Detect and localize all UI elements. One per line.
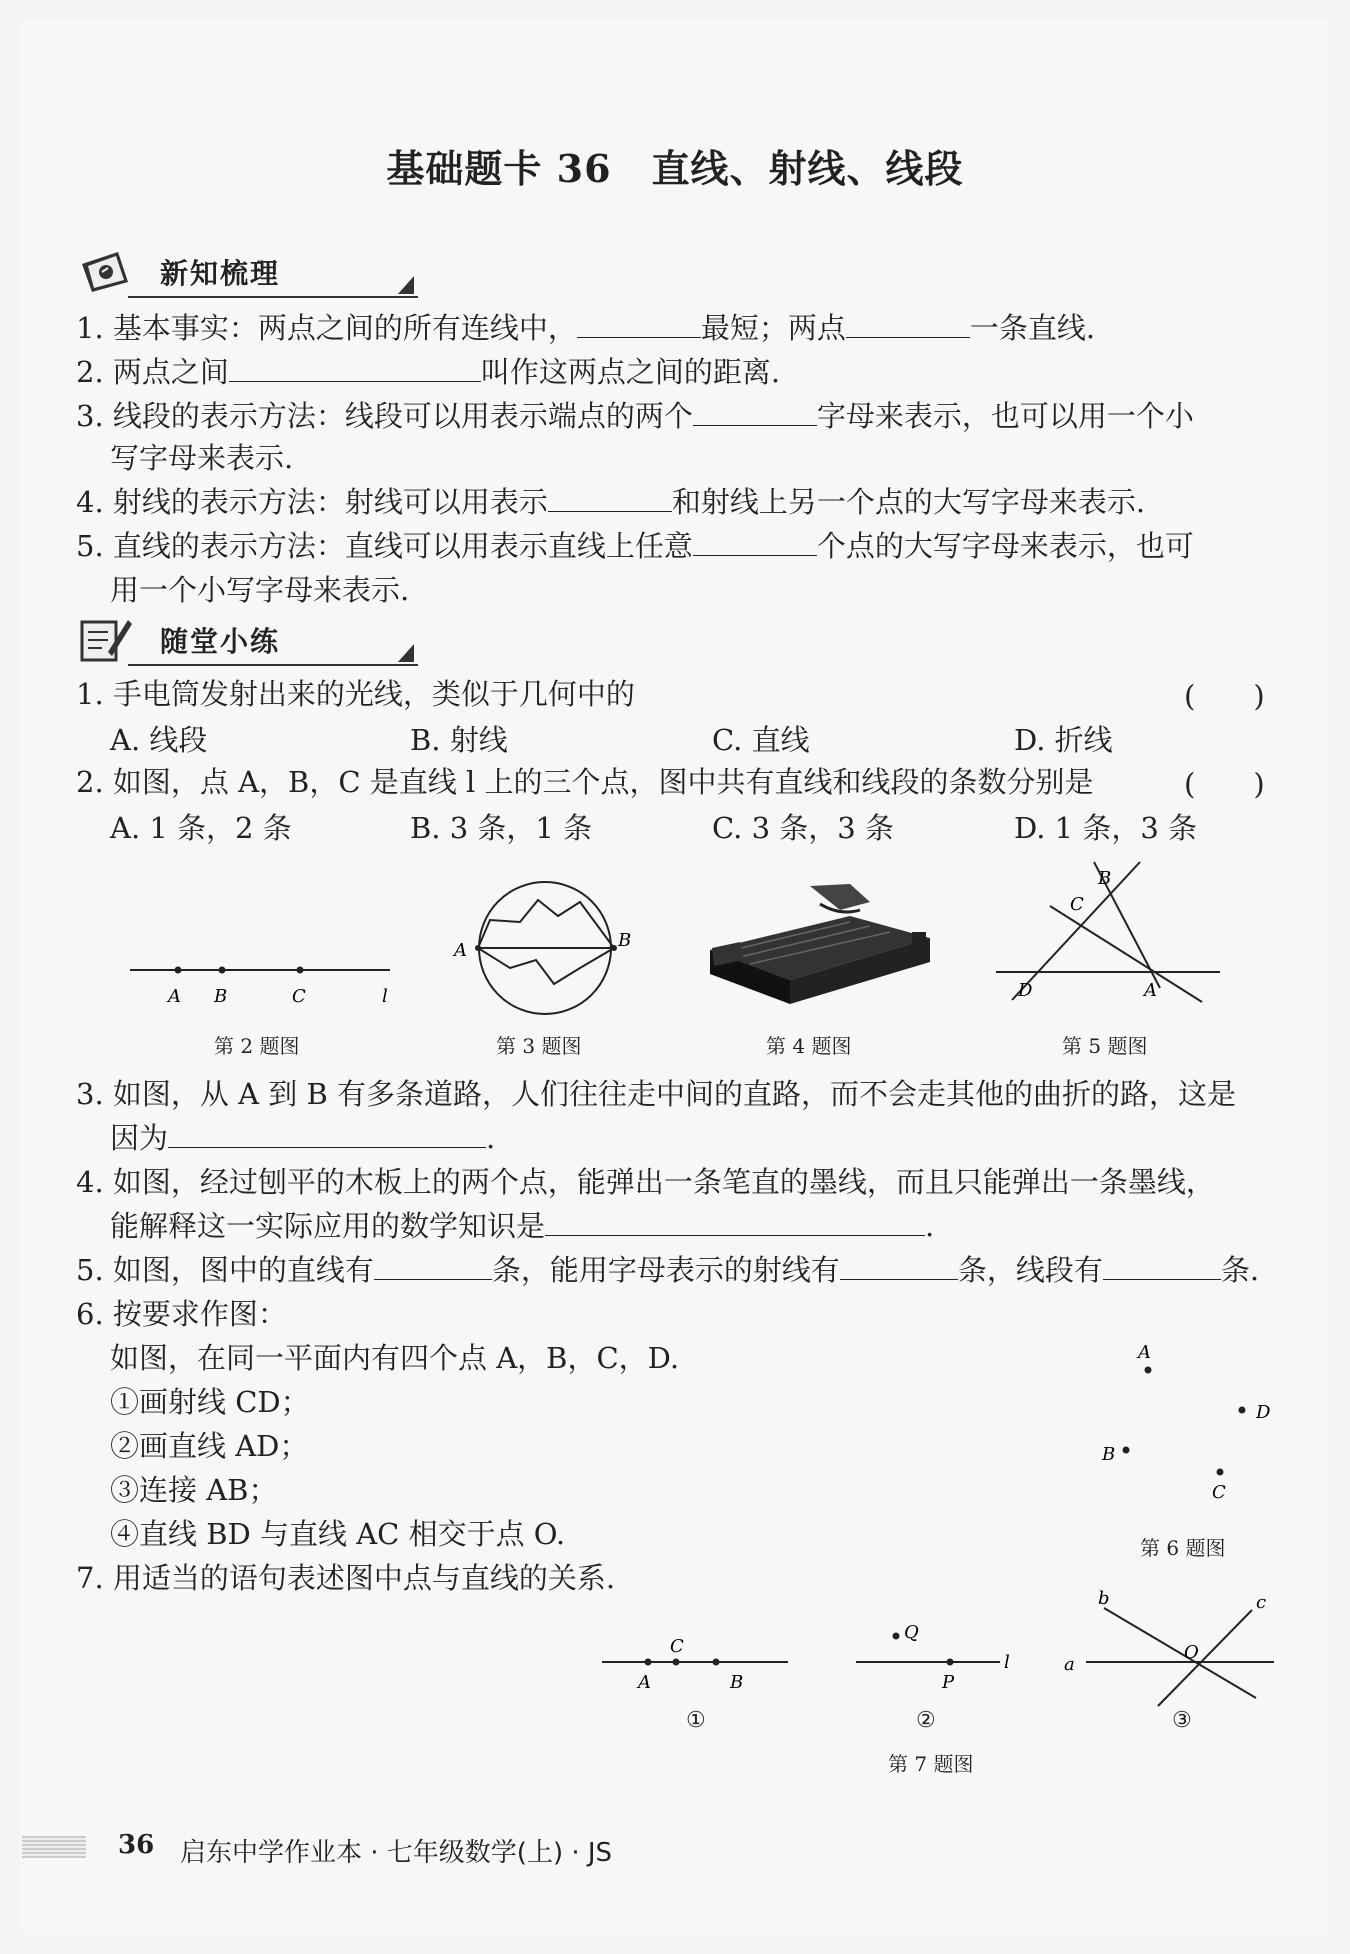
question-6-title: 6. 按要求作图： (76, 1297, 287, 1331)
svg-text:A: A (1144, 980, 1157, 1001)
knowledge-item-4: 4. 射线的表示方法：射线可以用表示 和射线上另一个点的大写字母来表示. (76, 485, 1146, 519)
option-a: A. 线段 (110, 723, 208, 757)
option-b: B. 3 条，1 条 (410, 811, 593, 845)
question-3-line-1: 3. 如图，从 A 到 B 有多条道路，人们往往走中间的直路，而不会走其他的曲折的路，这是 (76, 1077, 1237, 1111)
section-label: 随堂小练 (160, 625, 281, 658)
option-b: B. 射线 (410, 723, 508, 757)
question-6-step-3: ③连接 AB； (110, 1473, 278, 1507)
svg-text:B: B (618, 930, 632, 951)
knowledge-item-2: 2. 两点之间 叫作这两点之间的距离. (76, 355, 781, 389)
figure-7-label-2: ② (916, 1708, 936, 1733)
figure-7-label-3: ③ (1172, 1708, 1192, 1733)
option-c: C. 3 条，3 条 (712, 811, 894, 845)
option-a: A. 1 条，2 条 (110, 811, 292, 845)
question-6-step-1: ①画射线 CD； (110, 1385, 310, 1419)
footer-title: 启东中学作业本 · 七年级数学(上) · JS (180, 1838, 613, 1868)
svg-text:Q: Q (904, 1622, 919, 1643)
option-d: D. 折线 (1014, 723, 1113, 757)
section-label: 新知梳理 (160, 257, 281, 290)
publisher-logo (22, 1836, 86, 1858)
figure-2-line (120, 940, 400, 1010)
figure-6-caption: 第 6 题图 (1140, 1536, 1226, 1560)
triangle-marker (398, 644, 414, 662)
svg-text:A: A (168, 986, 181, 1007)
svg-text:A: A (454, 940, 467, 961)
figure-7-label-1: ① (686, 1708, 706, 1733)
svg-text:c: c (1256, 1592, 1267, 1613)
figure-6-points (1090, 1334, 1290, 1514)
figure-7-2 (850, 1610, 1020, 1700)
question-4-line-1: 4. 如图，经过刨平的木板上的两个点，能弹出一条笔直的墨线，而且只能弹出一条墨线， (76, 1165, 1215, 1199)
svg-text:a: a (1064, 1654, 1075, 1675)
question-5: 5. 如图，图中的直线有 条，能用字母表示的射线有 条，线段有 条. (76, 1253, 1260, 1287)
option-d: D. 1 条，3 条 (1014, 811, 1197, 845)
svg-text:l: l (1004, 1652, 1010, 1673)
divider (128, 296, 418, 298)
figure-5-caption: 第 5 题图 (1062, 1034, 1148, 1058)
notebook-icon (78, 246, 134, 296)
question-3-line-2: 因为 . (110, 1121, 496, 1155)
knowledge-item-3: 3. 线段的表示方法：线段可以用表示端点的两个 字母来表示，也可以用一个小 (76, 399, 1194, 433)
question-1-stem: 1. 手电筒发射出来的光线，类似于几何中的 (76, 677, 635, 711)
title-main: 基础题卡 36 (386, 146, 612, 191)
svg-text:A: A (638, 1672, 651, 1693)
section-header-practice (78, 614, 408, 666)
knowledge-item-5: 5. 直线的表示方法：直线可以用表示直线上任意 个点的大写字母来表示，也可 (76, 529, 1194, 563)
figure-4-caption: 第 4 题图 (766, 1034, 852, 1058)
question-7: 7. 用适当的语句表述图中点与直线的关系. (76, 1561, 616, 1595)
section-header-new-knowledge (78, 246, 408, 298)
question-2-stem: 2. 如图，点 A，B，C 是直线 l 上的三个点，图中共有直线和线段的条数分别是 (76, 765, 1094, 799)
svg-text:A: A (1138, 1342, 1151, 1363)
question-6-desc: 如图，在同一平面内有四个点 A，B，C，D. (110, 1341, 680, 1375)
svg-text:O: O (1184, 1642, 1199, 1663)
figure-2-caption: 第 2 题图 (214, 1034, 300, 1058)
question-4-line-2: 能解释这一实际应用的数学知识是 . (110, 1209, 935, 1243)
figure-4-woodboard (700, 880, 940, 1010)
svg-text:b: b (1098, 1590, 1110, 1609)
knowledge-item-5-cont: 用一个小写字母来表示. (110, 573, 410, 607)
svg-text:B: B (730, 1672, 744, 1693)
svg-text:C: C (1070, 894, 1084, 915)
answer-paren: ( ) (1184, 767, 1265, 801)
svg-text:B: B (1102, 1444, 1116, 1465)
svg-text:C: C (670, 1636, 684, 1657)
option-c: C. 直线 (712, 723, 810, 757)
pen-paper-icon (78, 614, 134, 664)
svg-text:B: B (214, 986, 228, 1007)
knowledge-item-3-cont: 写字母来表示. (110, 441, 294, 475)
figure-3-paths (450, 876, 640, 1026)
figure-3-caption: 第 3 题图 (496, 1034, 582, 1058)
svg-text:C: C (292, 986, 306, 1007)
svg-text:D: D (1256, 1402, 1271, 1423)
figure-7-1 (596, 1620, 796, 1700)
figure-5-lines (990, 850, 1230, 1010)
triangle-marker (398, 276, 414, 294)
svg-text:P: P (942, 1672, 955, 1693)
svg-text:C: C (1212, 1482, 1226, 1503)
knowledge-item-1: 1. 基本事实：两点之间的所有连线中， 最短；两点 一条直线. (76, 311, 1096, 345)
answer-paren: ( ) (1184, 679, 1265, 713)
page-title (0, 138, 1350, 193)
page-number: 36 (118, 1830, 155, 1860)
figure-7-3 (1060, 1590, 1280, 1710)
title-sub: 直线、射线、线段 (651, 146, 964, 191)
question-6-step-4: ④直线 BD 与直线 AC 相交于点 O. (110, 1517, 566, 1551)
figure-7-caption: 第 7 题图 (888, 1752, 974, 1776)
question-6-step-2: ②画直线 AD； (110, 1429, 309, 1463)
svg-text:D: D (1018, 980, 1033, 1001)
divider (128, 664, 418, 666)
svg-text:l: l (382, 986, 388, 1007)
svg-text:B: B (1098, 868, 1112, 889)
